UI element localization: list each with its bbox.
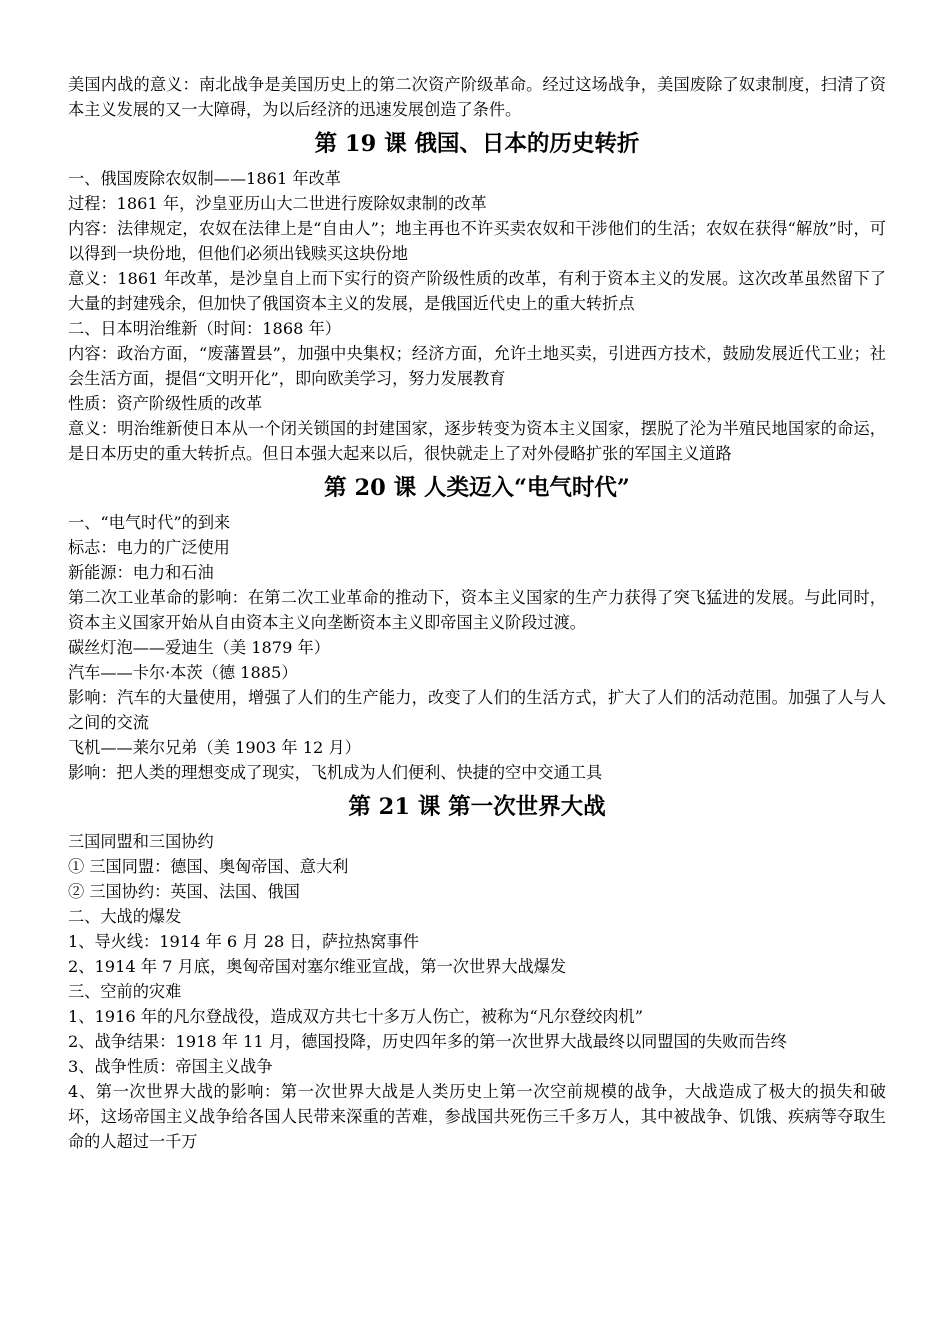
intro-paragraph: 美国内战的意义：南北战争是美国历史上的第二次资产阶级革命。经过这场战争，美国废除了奴隶制度，扫清了资本主义发展的又一大障碍，为以后经济的迅速发展创造了条件。 [68,75,886,119]
lesson-20-title: 第 20 课 人类迈入“电气时代” [324,475,630,501]
document-page [68,72,886,1154]
lesson-19-line: 内容：政治方面，“废藩置县”，加强中央集权；经济方面，允许土地买卖，引进西方技术，鼓励发展近代工业；社会生活方面，提倡“文明开化”，即向欧美学习，努力发展教育 [68,344,886,388]
lesson-21-line: ② 三国协约：英国、法国、俄国 [68,882,300,901]
lesson-21-line: 三国同盟和三国协约 [68,832,214,851]
lesson-21-line: 三、空前的灾难 [68,982,182,1001]
lesson-19-line: 二、日本明治维新（时间：1868 年） [68,319,341,338]
lesson-19-body [68,166,886,466]
lesson-21-line: 二、大战的爆发 [68,907,182,926]
lesson-21-line: ① 三国同盟：德国、奥匈帝国、意大利 [68,857,349,876]
lesson-21-line: 1、1916 年的凡尔登战役，造成双方共七十多万人伤亡，被称为“凡尔登绞肉机” [68,1007,644,1026]
lesson-21-line: 4、第一次世界大战的影响：第一次世界大战是人类历史上第一次空前规模的战争，大战造成了极大的损失和破坏，这场帝国主义战争给各国人民带来深重的苦难，参战国共死伤三千多万人，其中被战争、饥饿、疾病等夺取生命的人超过一千万 [68,1082,886,1151]
lesson-20-line: 影响：把人类的理想变成了现实，飞机成为人们便利、快捷的空中交通工具 [68,763,603,782]
lesson-20-line: 影响：汽车的大量使用，增强了人们的生产能力，改变了人们的生活方式，扩大了人们的活动范围。加强了人与人之间的交流 [68,688,886,732]
lesson-21-line: 3、战争性质：帝国主义战争 [68,1057,273,1076]
lesson-20-line: 飞机——莱尔兄弟（美 1903 年 12 月） [68,738,361,757]
lesson-19-line: 内容：法律规定，农奴在法律上是“自由人”；地主再也不许买卖农奴和干涉他们的生活；农奴在获得“解放”时，可以得到一块份地，但他们必须出钱赎买这块份地 [68,219,886,263]
lesson-20-line: 碳丝灯泡——爱迪生（美 1879 年） [68,638,330,657]
lesson-19-line: 过程：1861 年，沙皇亚历山大二世进行废除奴隶制的改革 [68,194,487,213]
lesson-19-title: 第 19 课 俄国、日本的历史转折 [314,131,640,157]
lesson-19-line: 意义：1861 年改革，是沙皇自上而下实行的资产阶级性质的改革，有利于资本主义的发展。这次改革虽然留下了大量的封建残余，但加快了俄国资本主义的发展，是俄国近代史上的重大转折点 [68,269,886,313]
lesson-21-line: 2、战争结果：1918 年 11 月，德国投降，历史四年多的第一次世界大战最终以同盟国的失败而告终 [68,1032,787,1051]
lesson-21-title: 第 21 课 第一次世界大战 [348,794,606,820]
lesson-20-line: 第二次工业革命的影响：在第二次工业革命的推动下，资本主义国家的生产力获得了突飞猛进的发展。与此同时，资本主义国家开始从自由资本主义向垄断资本主义即帝国主义阶段过渡。 [68,588,886,632]
lesson-21-line: 2、1914 年 7 月底，奥匈帝国对塞尔维亚宣战，第一次世界大战爆发 [68,957,567,976]
lesson-20-line: 汽车——卡尔·本茨（德 1885） [68,663,298,682]
lesson-21-body [68,829,886,1154]
lesson-20-line: 一、“电气时代”的到来 [68,513,231,532]
lesson-19-line: 一、俄国废除农奴制——1861 年改革 [68,169,341,188]
lesson-21-line: 1、导火线：1914 年 6 月 28 日，萨拉热窝事件 [68,932,419,951]
lesson-20-line: 标志：电力的广泛使用 [68,538,230,557]
lesson-19-line: 性质：资产阶级性质的改革 [68,394,263,413]
lesson-20-body [68,510,886,785]
lesson-19-line: 意义：明治维新使日本从一个闭关锁国的封建国家，逐步转变为资本主义国家，摆脱了沦为半殖民地国家的命运，是日本历史的重大转折点。但日本强大起来以后，很快就走上了对外侵略扩张的军国主义道路 [68,419,886,463]
lesson-20-line: 新能源：电力和石油 [68,563,214,582]
